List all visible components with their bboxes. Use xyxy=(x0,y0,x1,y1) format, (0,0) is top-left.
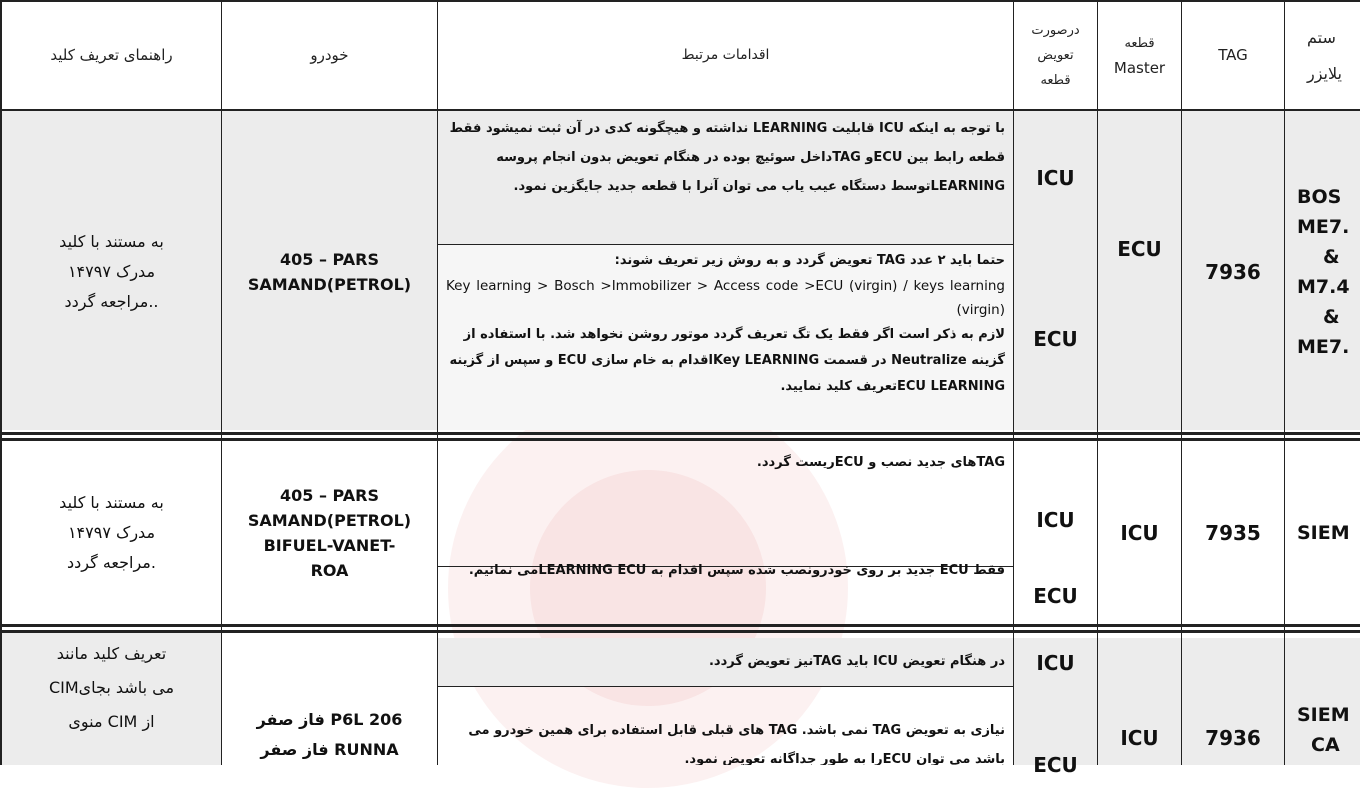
row2-vehicle: 405 – PARS SAMAND(PETROL) BIFUEL-VANET- ROA xyxy=(247,485,412,580)
row1-double-line-a xyxy=(0,432,1360,435)
row1-ecu-action: حتما باید ۲ عدد TAG تعویض گردد و به روش زیر تعریف شوند: Key learning > Bosch >Immobilizer > Access code >ECU (virgin) / keys learning (virgin) لازم به ذکر است اگر فقط یک تگ تعریف گردد موتور روشن نخواهد شد. با استفاده از گزینه Neutralize در قسمت Key LEARNINGاقدام به خام سازی ECU و سپس از گزینه ECU LEARNINGتعریف کلید نمایید. xyxy=(446,253,1005,394)
row1-replace-ecu: ECU xyxy=(1033,326,1078,351)
row3-master: ICU xyxy=(1120,726,1159,750)
row2-icu-action: TAGهای جدید نصب و ECUریست گردد. xyxy=(756,455,1005,470)
row1-icu-action: با توجه به اینکه ICU قابلیت LEARNING نداشته و هیچگونه کدی در آن ثبت نمیشود فقط قطعه رابط بین ECUو TAGداخل سوئیچ بوده در هنگام تعویض بدون انجام پروسه LEARNINGتوسط دستگاه عیب یاب می توان آنرا با قطعه جدید جایگزین نمود. xyxy=(449,121,1005,194)
row2-master: ICU xyxy=(1120,520,1159,545)
row2-double-line-a xyxy=(0,624,1360,627)
row3-replace-ecu: ECU xyxy=(1033,753,1078,777)
header-tag: TAG xyxy=(1218,46,1248,64)
header-vehicle: خودرو xyxy=(310,46,349,64)
row1-tag: 7936 xyxy=(1205,259,1261,284)
row3-vehicle: 206 P6L فاز صفر RUNNA فاز صفر xyxy=(256,710,403,759)
row2-replace-icu: ICU xyxy=(1036,508,1075,532)
row3-sub-separator xyxy=(438,686,1014,687)
row2-tag: 7935 xyxy=(1205,520,1261,545)
row3-system: SIEM CA xyxy=(1297,704,1350,756)
header-master-part: قطعه Master xyxy=(1113,35,1166,77)
row1-master: ECU xyxy=(1117,236,1162,261)
row1-ecu-code: Key learning > Bosch >Immobilizer > Access code >ECU (virgin) / keys learning (virgin) xyxy=(446,278,1005,318)
header-actions: اقدامات مرتبط xyxy=(681,47,770,63)
row3-ecu-action: نیازی به تعویض TAG نمی باشد. TAG های قبلی قابل استفاده برای همین خودرو می باشد می توان ECUرا به طور جداگانه تعویض نمود. xyxy=(468,723,1005,765)
row1-sub-separator xyxy=(438,244,1014,245)
row2-ecu-action: فقط ECU جدید بر روی خودرونصب شده سپس اقدام به LEARNING ECUمی نمائیم. xyxy=(468,563,1005,578)
row1-system: BOS ME7. & M7.4 & ME7. xyxy=(1297,185,1350,358)
row3-guide: تعریف کلید مانند CIMمی باشد بجای منوی CIM از xyxy=(48,644,175,731)
row1-vehicle: 405 – PARS SAMAND(PETROL) xyxy=(247,249,412,294)
row1-guide: به مستند با کلید مدرک ۱۴۷۹۷ مراجعه گردد.. xyxy=(59,231,164,311)
row2-guide: به مستند با کلید مدرک ۱۴۷۹۷ مراجعه گردد. xyxy=(59,492,164,572)
row1-replace-icu: ICU xyxy=(1036,165,1075,190)
row3-tag: 7936 xyxy=(1205,726,1261,750)
row2-system: SIEM xyxy=(1297,521,1350,544)
row3-icu-action: در هنگام تعویض ICU باید TAGنیز تعویض گردد. xyxy=(708,654,1005,669)
header-replace-part: درصورت تعویض قطعه xyxy=(1031,23,1080,88)
row3-replace-icu: ICU xyxy=(1036,651,1075,675)
header-system: ستم یلایزر xyxy=(1307,27,1343,83)
header-guide: راهنمای تعریف کلید xyxy=(50,46,173,64)
row2-replace-ecu: ECU xyxy=(1033,583,1078,608)
